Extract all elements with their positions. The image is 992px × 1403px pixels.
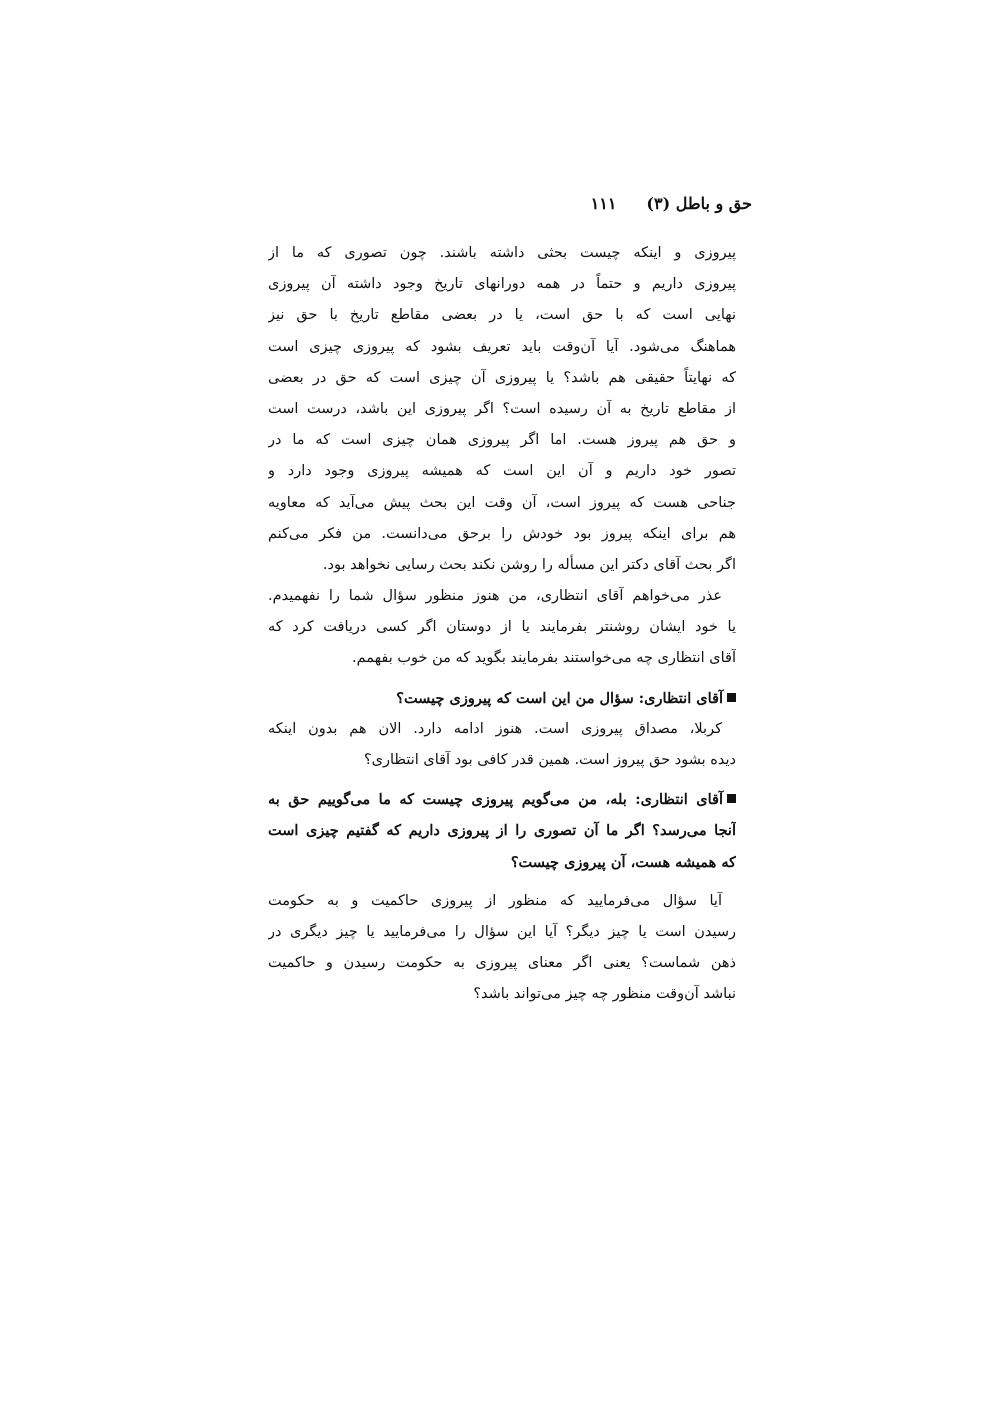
question-1 [268, 683, 736, 714]
question-text: آقای انتظاری: بله، من می‌گویم پیروزی چیست که ما می‌گوییم حق به [268, 791, 723, 809]
text-line: ذهن شماست؟ یعنی اگر معنای پیروزی به حکومت رسیدن و حاکمیت [268, 955, 736, 972]
question-line [268, 683, 736, 714]
square-bullet-icon [727, 794, 736, 803]
running-head [252, 188, 752, 218]
text-line: کربلا، مصداق پیروزی است. هنوز ادامه دارد. الان هم بدون اینکه [268, 720, 722, 737]
text-line: که نهایتاً حقیقی هم باشد؟ یا پیروزی آن چیزی است که حق در بعضی [268, 369, 736, 386]
text-line: عذر می‌خواهم آقای انتظاری، من هنوز منظور سؤال شما را نفهمیدم. [268, 588, 722, 605]
text-line: هم برای اینکه پیروز بود خودش را برحق می‌دانست. من فکر می‌کنم [268, 525, 736, 542]
text-line: از مقاطع تاریخ به آن رسیده است؟ اگر پیروزی این باشد، درست است [268, 400, 736, 417]
text-line: پیروزی داریم و حتماً در همه دورانهای تاریخ وجود داشته آن پیروزی [268, 276, 736, 293]
square-bullet-icon [727, 693, 736, 702]
chapter-title: حق و باطل (۳) [646, 193, 752, 213]
text-line: و حق هم پیروز هست. اما اگر پیروزی همان چیزی است که ما در [268, 432, 736, 449]
text-line: نباشد آن‌وقت منظور چه چیز می‌تواند باشد؟ [473, 986, 736, 1003]
text-line: آیا سؤال می‌فرمایید که منظور از پیروزی حاکمیت و به حکومت [268, 892, 722, 909]
text-line: پیروزی و اینکه چیست بحثی داشته باشند. چون تصوری که ما از [268, 245, 736, 261]
question-text: آقای انتظاری: سؤال من این است که پیروزی چیست؟ [396, 689, 723, 707]
answer-1 [268, 714, 736, 776]
question-line: که همیشه هست، آن پیروزی چیست؟ [510, 853, 736, 871]
text-line: رسیدن است یا چیز دیگر؟ آیا این سؤال را می‌فرمایید یا چیز دیگری در [268, 923, 736, 940]
text-line: هماهنگ می‌شود. آیا آن‌وقت باید تعریف بشود که پیروزی چیزی است [268, 338, 736, 355]
page-number: ۱۱۱ [590, 193, 617, 213]
paragraph-2 [268, 581, 736, 675]
text-line: دیده بشود حق پیروز است. همین قدر کافی بود آقای انتظاری؟ [363, 752, 736, 768]
body-text [268, 238, 736, 1011]
question-line: آنجا می‌رسد؟ اگر ما آن تصوری را از پیروزی داریم که گفتیم چیزی است [268, 822, 736, 840]
text-line: یا خود ایشان روشنتر بفرمایند یا از دوستان اگر کسی دریافت کرد که [268, 619, 736, 636]
text-line: جناحی هست که پیروز است، آن وقت این بحث پیش می‌آید که معاویه [268, 494, 736, 511]
answer-2 [268, 886, 736, 1011]
text-line: آقای انتظاری چه می‌خواستند بفرمایند بگوید که من خوب بفهمم. [352, 650, 736, 667]
question-line [268, 784, 736, 815]
text-line: اگر بحث آقای دکتر این مسأله را روشن نکند بحث رسایی نخواهد بود. [322, 556, 736, 573]
text-line: تصور خود داریم و آن این است که همیشه پیروزی وجود دارد و [268, 463, 736, 480]
text-line: نهایی است که با حق است، یا در بعضی مقاطع تاریخ با حق نیز [268, 307, 736, 324]
paragraph-1 [268, 238, 736, 581]
question-2 [268, 784, 736, 878]
